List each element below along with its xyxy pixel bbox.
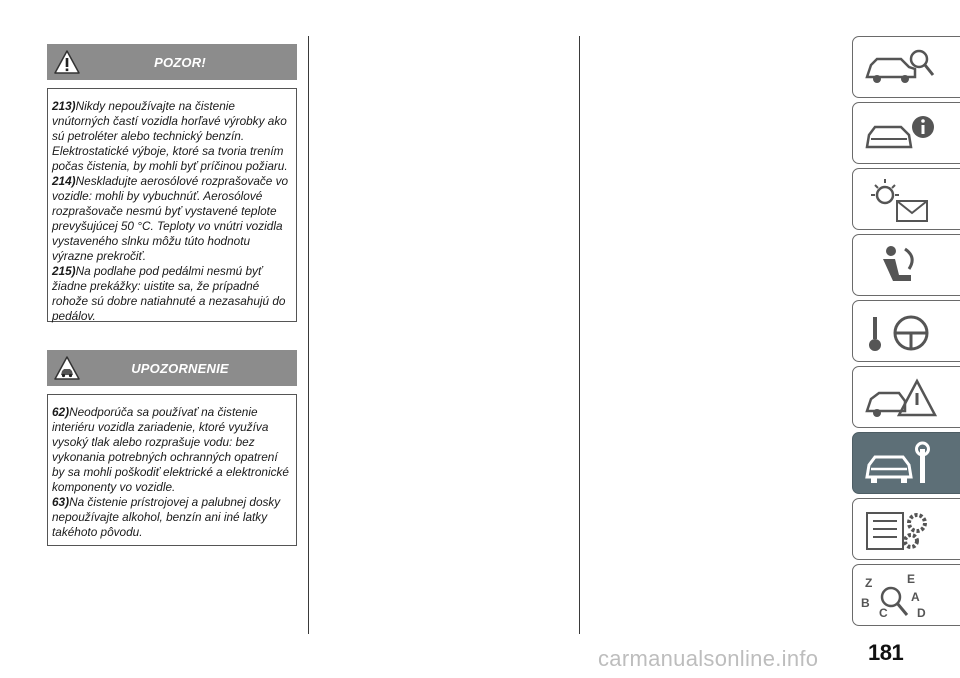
svg-text:E: E [907,572,916,586]
seat-airbag-icon [861,241,941,291]
caution-title: UPOZORNENIE [131,361,229,376]
caution-item [52,495,292,540]
item-number: 214) [52,174,76,188]
car-info-icon [861,109,941,159]
warning-light-message-icon [861,175,941,225]
watermark: carmanualsonline.info [598,646,819,671]
item-number: 213) [52,99,76,113]
warning-content [47,88,297,322]
svg-text:D: D [917,606,926,620]
item-text: Neskladujte aerosólové rozprašovače vo vozidle: mohli by vybuchnúť. Aerosólové rozprašovače nesmú byť vystavené teplote prevyšujúcej 50 °C. Teploty vo vnútri vozidla vystaveného slnku môžu túto hodnotu výrazne prekročiť. [52,174,289,263]
alphabet-index-search-icon [861,571,941,621]
tab-safety[interactable] [852,234,960,296]
column-divider-right [579,36,580,634]
specs-gears-icon [861,505,941,555]
svg-text:A: A [911,590,920,604]
warning-item [52,264,292,324]
item-text: Na podlahe pod pedálmi nesmú byť žiadne prekážky: uistite sa, že prípadné rohože sú dobre natiahnuté a nezasahujú do pedálov. [52,264,286,323]
column-divider-left [308,36,309,634]
warning-header [47,44,297,80]
warning-title: POZOR! [154,55,206,70]
tab-warning-lights[interactable] [852,168,960,230]
caution-item [52,405,292,495]
svg-text:B: B [861,596,870,610]
warning-item [52,99,292,174]
tab-getting-to-know-car[interactable] [852,36,960,98]
warning-panel [47,44,297,322]
item-number: 63) [52,495,70,509]
item-number: 62) [52,405,70,419]
caution-header [47,350,297,386]
tab-maintenance[interactable] [852,432,960,494]
tab-index[interactable] [852,564,960,626]
svg-text:Z: Z [865,576,873,590]
car-search-icon [861,43,941,93]
caution-content [47,394,297,546]
car-crash-warning-icon [861,373,941,423]
tab-car-info[interactable] [852,102,960,164]
key-steering-wheel-icon [861,307,941,357]
caution-panel [47,350,297,546]
item-number: 215) [52,264,76,278]
page-number: 181 [868,640,904,665]
tab-emergency[interactable] [852,366,960,428]
tab-starting-driving[interactable] [852,300,960,362]
tab-technical-data[interactable] [852,498,960,560]
item-text: Nikdy nepoužívajte na čistenie vnútorných častí vozidla horľavé výrobky ako sú petroléter alebo technický benzín. Elektrostatické výboje, ktoré sa tvoria trením počas čistenia, by mohli byť príčinou požiaru. [52,99,288,173]
item-text: Neodporúča sa používať na čistenie interiéru vozidla zariadenie, ktoré využíva vysoký tlak alebo rozprašuje vodu: bez vykonania potrebných ochranných opatrení by sa mohli poškodiť elektrické a elektronické komponenty vo vozidle. [52,405,289,494]
warning-item [52,174,292,264]
car-wrench-icon [861,439,941,489]
item-text: Na čistenie prístrojovej a palubnej dosky nepoužívajte alkohol, benzín ani iné latky takéhoto pôvodu. [52,495,281,539]
svg-text:C: C [879,606,888,620]
